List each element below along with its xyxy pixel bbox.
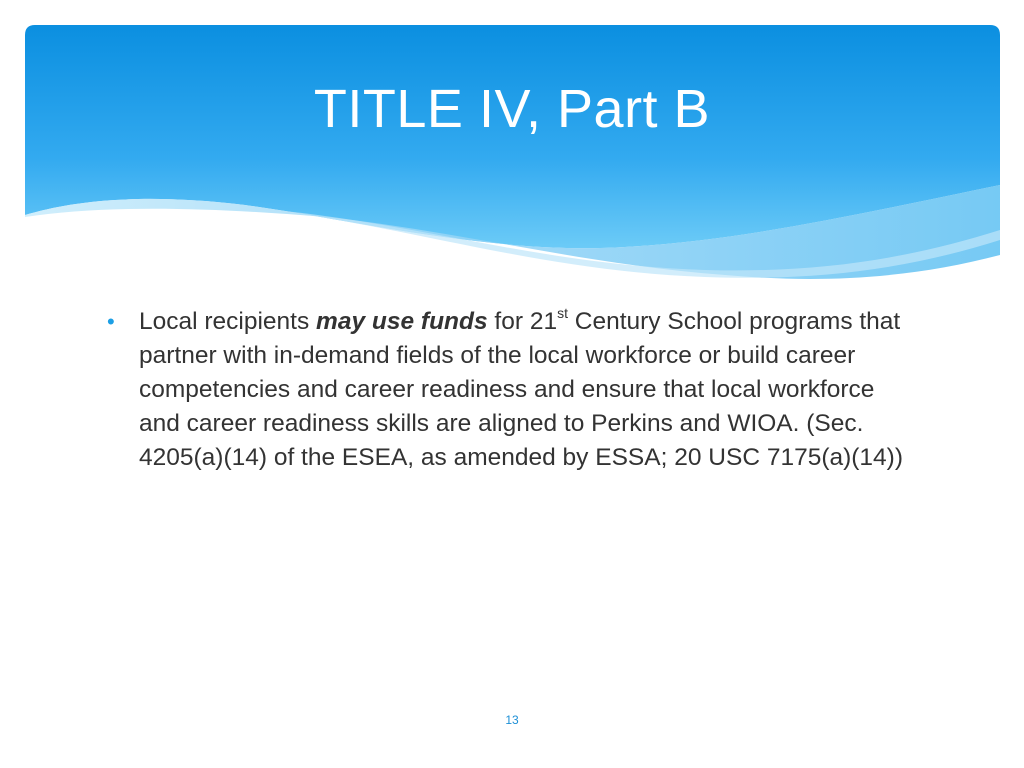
- bullet-text-superscript: st: [557, 305, 568, 321]
- bullet-text-emphasis: may use funds: [316, 308, 488, 335]
- bullet-dot-icon: •: [107, 309, 115, 334]
- slide-title: TITLE IV, Part B: [313, 79, 711, 139]
- bullet-text-rest: Century School programs that partner with in-demand fields of the local workforce or build career competencies and career readiness and ensure that local workforce and career readiness skills are aligned to Perkins and WIOA. (Sec. 4205(a)(14) of the ESEA, as amended by ESSA; 20 USC 7175(a)(14)): [139, 308, 903, 471]
- slide-body: [107, 305, 917, 475]
- header-banner: [25, 25, 1000, 285]
- bullet-text-middle: for 21: [487, 308, 558, 335]
- header-wave-graphic: [25, 25, 1000, 285]
- bullet-item: [107, 305, 917, 475]
- page-number: 13: [505, 713, 519, 727]
- bullet-text-prefix: Local recipients: [139, 308, 317, 335]
